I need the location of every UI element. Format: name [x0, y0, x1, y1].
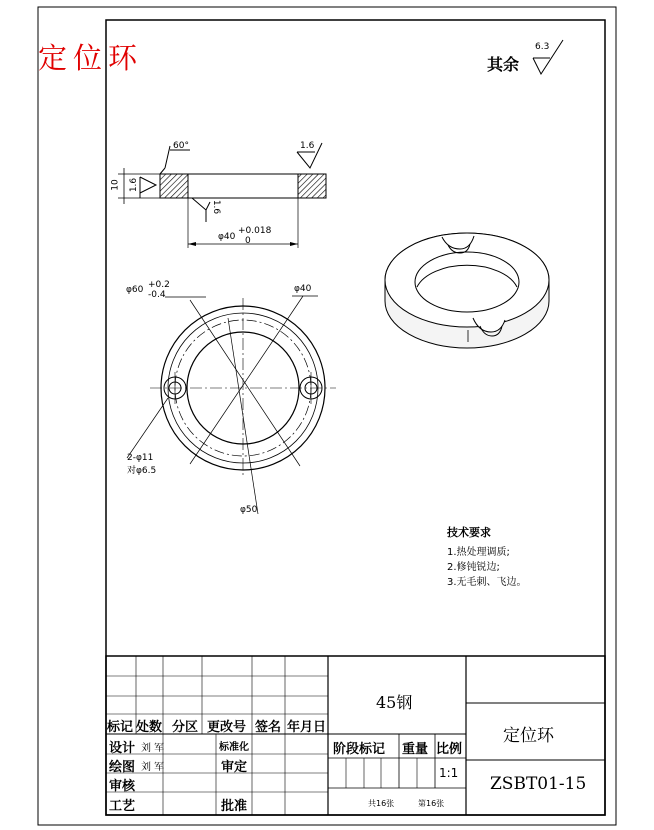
- part-name: 定位环: [503, 726, 554, 746]
- sheet-number: 第16张: [418, 799, 445, 808]
- header-date: 年月日: [287, 720, 327, 735]
- outer-dim-label: φ60: [126, 285, 144, 295]
- hole-note-2: 对φ6.5: [127, 466, 157, 476]
- bore-tol-upper: +0.018: [238, 226, 272, 236]
- header-count: 处数: [136, 720, 163, 735]
- bore-tol-lower: 0: [245, 236, 251, 246]
- surface-note-prefix: 其余: [487, 55, 520, 74]
- tech-req-item: 1.热处理调质;: [447, 547, 510, 558]
- plan-view: [127, 296, 336, 514]
- header-zone: 分区: [172, 720, 199, 735]
- tech-req-title: 技术要求: [447, 526, 491, 539]
- row-design-std: 标准化: [219, 742, 249, 753]
- surface-note-roughness: 6.3: [535, 42, 550, 52]
- roughness-bore-label: 1.6: [211, 199, 222, 215]
- drawing-number: ZSBT01-15: [490, 774, 587, 794]
- height-dim-label: 10: [110, 179, 121, 191]
- row-draw-name: 刘 军: [141, 762, 165, 773]
- sheet-total: 共16张: [368, 799, 395, 808]
- scale-label: 比例: [436, 742, 463, 757]
- roughness-top-label: 1.6: [300, 141, 315, 151]
- drawing-border: [106, 20, 605, 815]
- row-process-approve: 批准: [221, 799, 248, 814]
- section-hatch-left: [160, 174, 188, 198]
- tech-req-item: 3.无毛刺、飞边。: [447, 577, 527, 588]
- tech-req-item: 2.修钝锐边;: [447, 562, 500, 573]
- row-process-role: 工艺: [109, 799, 136, 814]
- bore-dim-label: φ40: [218, 232, 236, 242]
- weight-label: 重量: [402, 742, 429, 757]
- scale-value: 1:1: [439, 766, 459, 780]
- hole-note-1: 2-φ11: [127, 453, 154, 463]
- section-bore: [188, 174, 298, 198]
- roughness-left-label: 1.6: [129, 177, 140, 193]
- row-draw-role: 绘图: [109, 760, 136, 775]
- row-draw-check: 审定: [221, 760, 248, 775]
- row-design-role: 设计: [109, 741, 136, 756]
- isometric-view: [385, 233, 549, 348]
- inner-dim-label: φ40: [294, 284, 312, 294]
- section-hatch-right: [298, 174, 326, 198]
- header-mark: 标记: [107, 720, 134, 735]
- outer-tol-upper: +0.2: [148, 280, 170, 290]
- outer-tol-lower: -0.4: [148, 290, 166, 300]
- chamfer-angle-label: 60°: [173, 141, 189, 151]
- row-review-role: 审核: [109, 779, 136, 794]
- row-design-name: 刘 军: [141, 743, 165, 754]
- material-label: 45钢: [376, 693, 413, 712]
- bolt-circle-label: φ50: [240, 505, 258, 515]
- tech-req-list: [447, 545, 527, 590]
- trim-frame: [38, 7, 616, 825]
- header-signature: 签名: [255, 720, 282, 735]
- header-change-no: 更改号: [207, 720, 247, 735]
- corner-title: 定位环: [38, 41, 144, 75]
- stage-label: 阶段标记: [333, 742, 386, 757]
